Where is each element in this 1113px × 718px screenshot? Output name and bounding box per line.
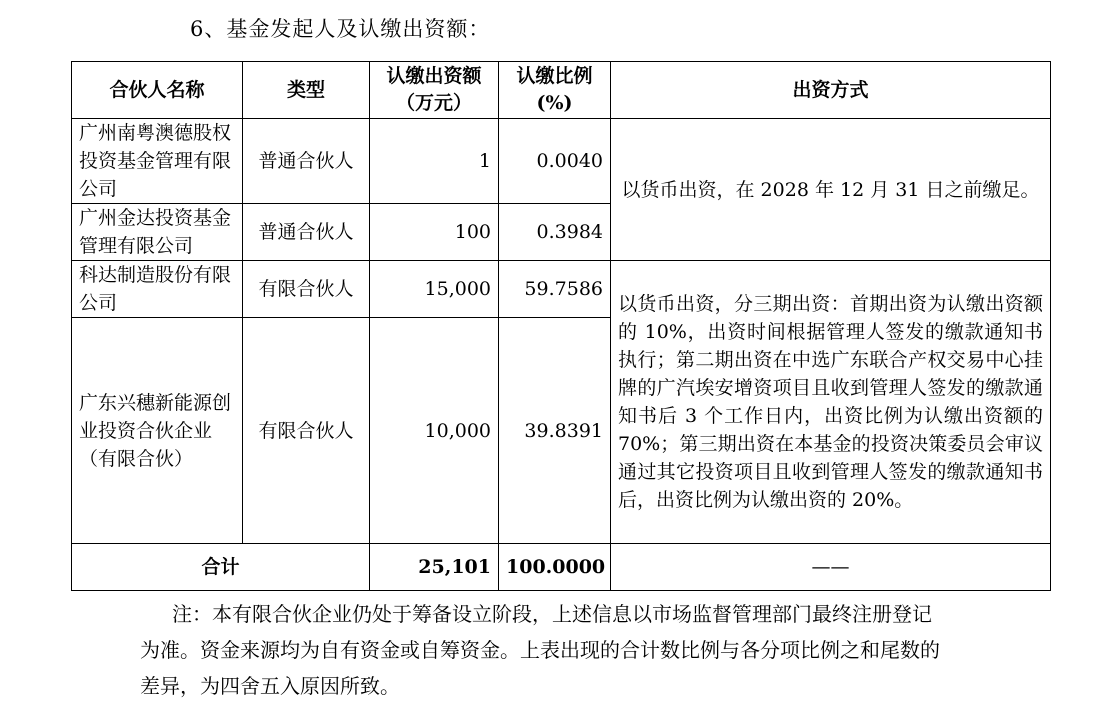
header-type: 类型 bbox=[243, 62, 370, 119]
partner-name-cell: 广州南粤澳德股权投资基金管理有限公司 bbox=[72, 119, 243, 204]
ratio-cell: 59.7586 bbox=[499, 261, 611, 318]
table-header-row bbox=[72, 62, 1051, 119]
amount-cell: 10,000 bbox=[370, 318, 499, 544]
amount-cell: 100 bbox=[370, 204, 499, 261]
ratio-cell: 39.8391 bbox=[499, 318, 611, 544]
ratio-cell: 0.3984 bbox=[499, 204, 611, 261]
partner-name-cell: 科达制造股份有限公司 bbox=[72, 261, 243, 318]
header-subscribed-ratio bbox=[499, 62, 611, 119]
method-gp-cell: 以货币出资，在 2028 年 12 月 31 日之前缴足。 bbox=[611, 119, 1051, 261]
total-method-dash: —— bbox=[611, 544, 1051, 591]
table-row bbox=[72, 261, 1051, 318]
partner-type-cell: 有限合伙人 bbox=[243, 318, 370, 544]
header-amount-line1: 认缴出资额 bbox=[386, 65, 482, 87]
partner-type-cell: 普通合伙人 bbox=[243, 204, 370, 261]
header-amount-line2: （万元） bbox=[395, 92, 472, 114]
header-ratio-line2: (%) bbox=[536, 92, 573, 114]
method-lp-cell: 以货币出资，分三期出资：首期出资为认缴出资额的 10%，出资时间根据管理人签发的缴款通知书执行；第二期出资在中选广东联合产权交易中心挂牌的广汽埃安增资项目且收到管理人签发的缴款通知书后 3 个工作日内，出资比例为认缴出资额的 70%；第三期出资在本基金的投资决策委员会审议通过其它投资项目且收到管理人签发的缴款通知书后，出资比例为认缴出资的 20%。 bbox=[611, 261, 1051, 544]
header-partner-name: 合伙人名称 bbox=[72, 62, 243, 119]
section-heading: 6、基金发起人及认缴出资额： bbox=[190, 17, 491, 41]
amount-cell: 1 bbox=[370, 119, 499, 204]
total-amount: 25,101 bbox=[370, 544, 499, 591]
table-row bbox=[72, 119, 1051, 204]
header-ratio-line1: 认缴比例 bbox=[516, 65, 593, 87]
total-ratio: 100.0000 bbox=[499, 544, 611, 591]
partner-type-cell: 普通合伙人 bbox=[243, 119, 370, 204]
header-contribution-method: 出资方式 bbox=[611, 62, 1051, 119]
partner-name-cell: 广东兴穗新能源创业投资合伙企业（有限合伙） bbox=[72, 318, 243, 544]
partner-name-cell: 广州金达投资基金管理有限公司 bbox=[72, 204, 243, 261]
fund-partners-table bbox=[71, 61, 1051, 591]
footnote-line-1: 注：本有限合伙企业仍处于筹备设立阶段，上述信息以市场监督管理部门最终注册登记 bbox=[172, 602, 932, 626]
amount-cell: 15,000 bbox=[370, 261, 499, 318]
footnote-line-3: 差异，为四舍五入原因所致。 bbox=[140, 674, 400, 698]
total-row bbox=[72, 544, 1051, 591]
header-subscribed-amount bbox=[370, 62, 499, 119]
footnote bbox=[140, 596, 980, 704]
total-label: 合计 bbox=[72, 544, 370, 591]
partner-type-cell: 有限合伙人 bbox=[243, 261, 370, 318]
footnote-line-2: 为准。资金来源均为自有资金或自筹资金。上表出现的合计数比例与各分项比例之和尾数的 bbox=[140, 638, 940, 662]
ratio-cell: 0.0040 bbox=[499, 119, 611, 204]
